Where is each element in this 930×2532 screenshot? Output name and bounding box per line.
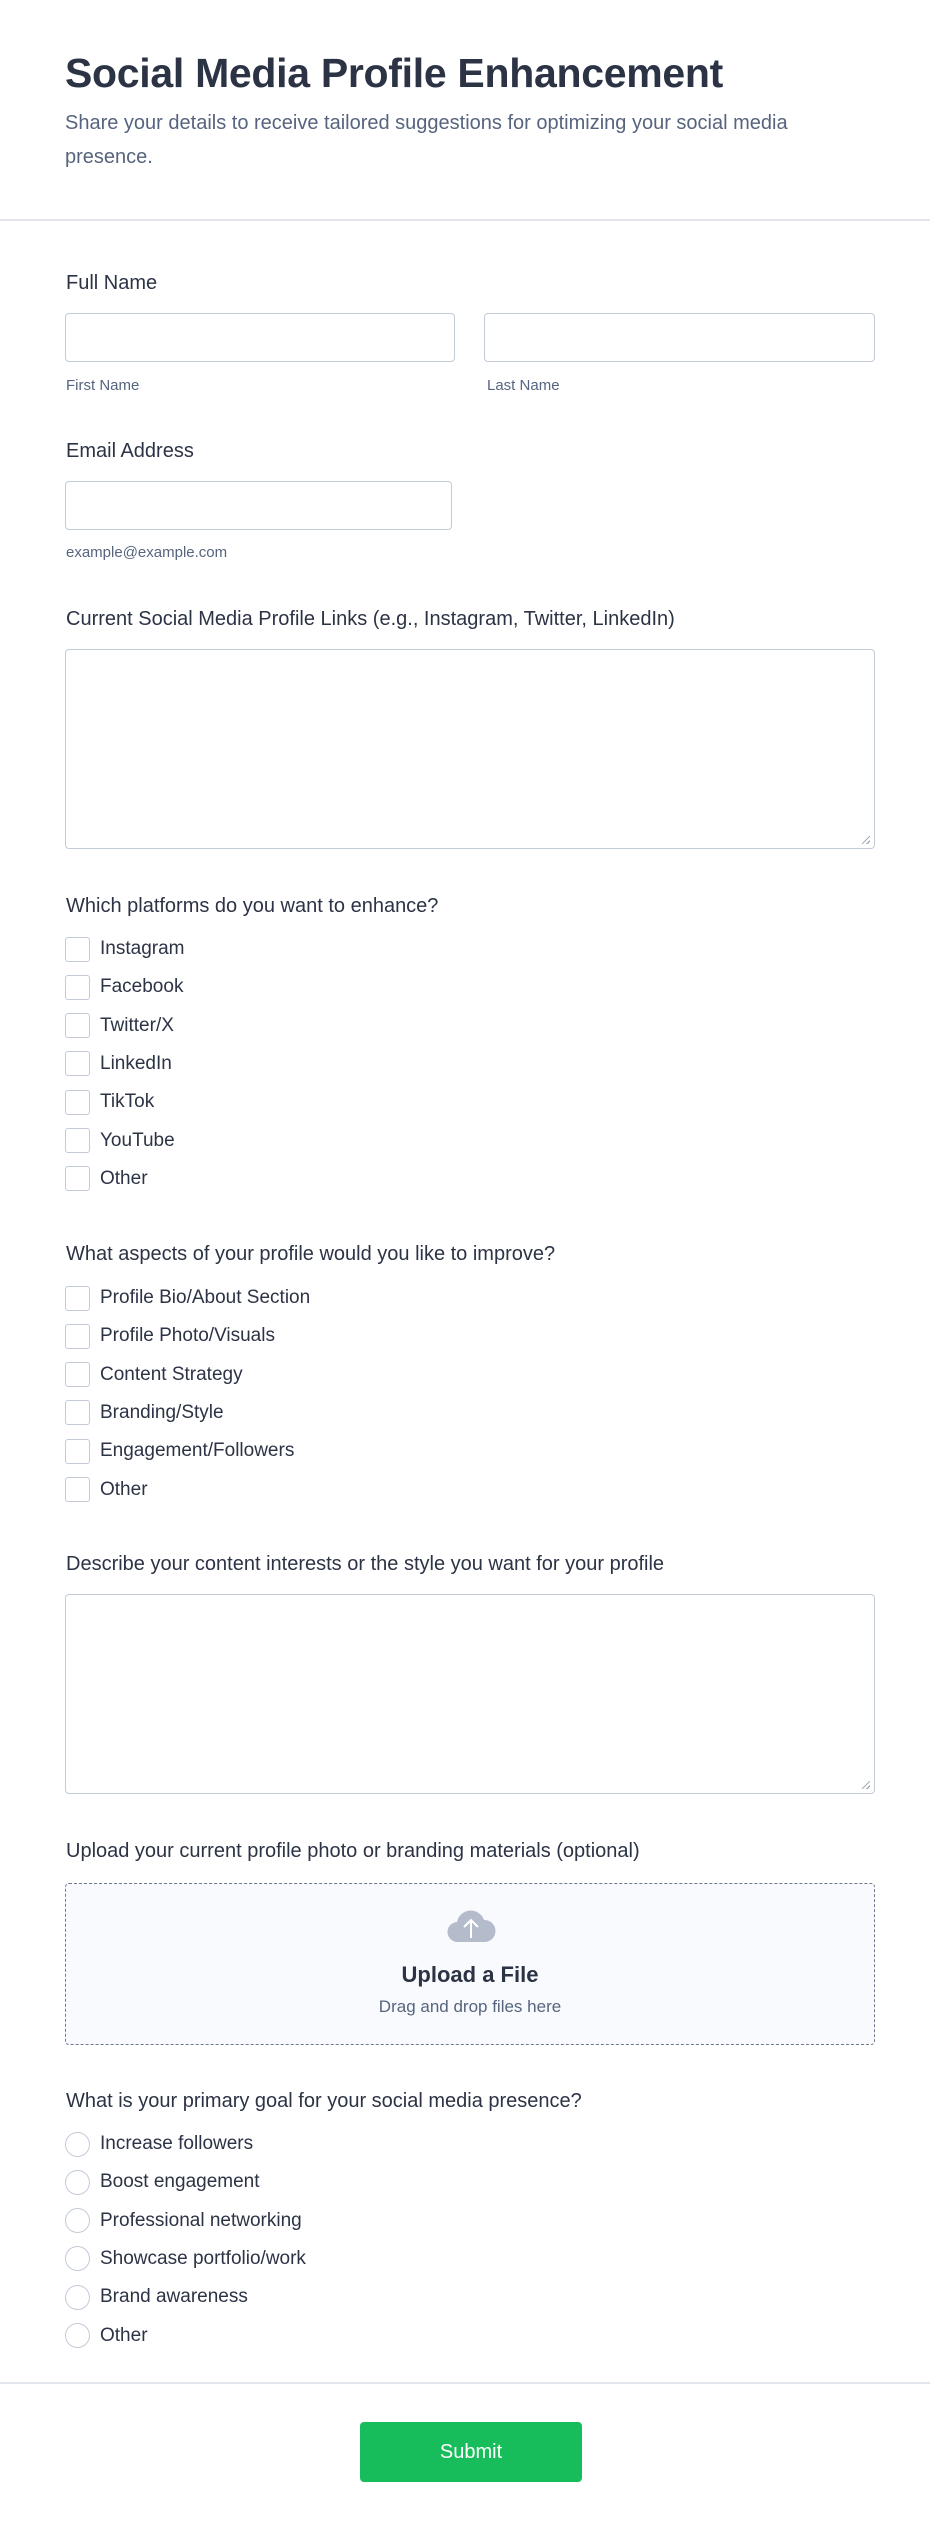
option-label: Other xyxy=(100,1478,148,1500)
aspects-option[interactable] xyxy=(65,1476,148,1504)
full-name-label: Full Name xyxy=(66,272,158,294)
option-label: Twitter/X xyxy=(100,1014,174,1036)
checkbox[interactable] xyxy=(65,1477,90,1502)
interests-label: Describe your content interests or the style you want for your profile xyxy=(66,1553,665,1575)
checkbox[interactable] xyxy=(65,1166,90,1191)
submit-button[interactable]: Submit xyxy=(360,2422,582,2482)
platforms-option[interactable] xyxy=(65,1165,148,1193)
radio-button[interactable] xyxy=(65,2323,90,2348)
checkbox[interactable] xyxy=(65,1324,90,1349)
platforms-option[interactable] xyxy=(65,1012,174,1040)
goal-option[interactable] xyxy=(65,2207,302,2235)
platforms-option[interactable] xyxy=(65,1088,154,1116)
radio-button[interactable] xyxy=(65,2208,90,2233)
goal-option[interactable] xyxy=(65,2168,260,2196)
links-label: Current Social Media Profile Links (e.g., Instagram, Twitter, LinkedIn) xyxy=(66,608,675,630)
file-dropzone[interactable] xyxy=(65,1883,875,2045)
last-name-input[interactable] xyxy=(484,313,875,362)
email-input[interactable] xyxy=(65,481,452,530)
aspects-option[interactable] xyxy=(65,1399,224,1427)
aspects-option[interactable] xyxy=(65,1322,275,1350)
option-label: YouTube xyxy=(100,1129,175,1151)
platforms-option[interactable] xyxy=(65,973,183,1001)
option-label: Content Strategy xyxy=(100,1363,243,1385)
aspects-option[interactable] xyxy=(65,1284,310,1312)
checkbox[interactable] xyxy=(65,1051,90,1076)
option-label: LinkedIn xyxy=(100,1052,172,1074)
option-label: Facebook xyxy=(100,976,184,998)
checkbox[interactable] xyxy=(65,1090,90,1115)
option-label: Professional networking xyxy=(100,2209,302,2231)
platforms-option[interactable] xyxy=(65,935,184,963)
option-label: Showcase portfolio/work xyxy=(100,2247,306,2269)
resize-handle-icon[interactable] xyxy=(862,836,870,844)
option-label: Other xyxy=(100,2324,148,2346)
option-label: TikTok xyxy=(100,1091,155,1113)
page-title: Social Media Profile Enhancement xyxy=(65,50,723,96)
first-name-hint: First Name xyxy=(66,377,140,394)
option-label: Profile Photo/Visuals xyxy=(100,1325,275,1347)
platforms-option[interactable] xyxy=(65,1050,172,1078)
page-subtitle: Share your details to receive tailored suggestions for optimizing your social media presence. xyxy=(65,112,788,168)
last-name-hint: Last Name xyxy=(487,377,560,394)
goal-label: What is your primary goal for your social media presence? xyxy=(66,2090,582,2112)
option-label: Boost engagement xyxy=(100,2171,260,2193)
upload-label: Upload your current profile photo or branding materials (optional) xyxy=(66,1840,640,1862)
aspects-option[interactable] xyxy=(65,1361,243,1389)
first-name-input[interactable] xyxy=(65,313,455,362)
email-hint: example@example.com xyxy=(66,544,228,561)
option-label: Profile Bio/About Section xyxy=(100,1287,311,1308)
header-divider xyxy=(0,219,930,221)
checkbox[interactable] xyxy=(65,1128,90,1153)
platforms-label: Which platforms do you want to enhance? xyxy=(66,895,439,917)
links-textarea[interactable] xyxy=(65,649,875,849)
option-label: Increase followers xyxy=(100,2133,254,2154)
checkbox[interactable] xyxy=(65,1362,90,1387)
checkbox[interactable] xyxy=(65,1439,90,1464)
radio-button[interactable] xyxy=(65,2170,90,2195)
radio-button[interactable] xyxy=(65,2246,90,2271)
option-label: Instagram xyxy=(100,938,185,959)
goal-option[interactable] xyxy=(65,2245,306,2273)
option-label: Brand awareness xyxy=(100,2286,248,2308)
resize-handle-icon[interactable] xyxy=(862,1781,870,1789)
checkbox[interactable] xyxy=(65,975,90,1000)
aspects-option[interactable] xyxy=(65,1437,294,1465)
checkbox[interactable] xyxy=(65,1013,90,1038)
email-label: Email Address xyxy=(66,440,194,462)
interests-textarea[interactable] xyxy=(65,1594,875,1794)
option-label: Other xyxy=(100,1167,148,1189)
checkbox[interactable] xyxy=(65,937,90,962)
upload-hint: Drag and drop files here xyxy=(378,1997,562,2016)
radio-button[interactable] xyxy=(65,2285,90,2310)
radio-button[interactable] xyxy=(65,2132,90,2157)
option-label: Engagement/Followers xyxy=(100,1440,295,1462)
option-label: Branding/Style xyxy=(100,1401,224,1423)
goal-option[interactable] xyxy=(65,2283,248,2311)
goal-option[interactable] xyxy=(65,2322,148,2350)
aspects-label: What aspects of your profile would you like to improve? xyxy=(66,1243,556,1265)
goal-option[interactable] xyxy=(65,2130,253,2158)
checkbox[interactable] xyxy=(65,1400,90,1425)
platforms-option[interactable] xyxy=(65,1127,175,1155)
checkbox[interactable] xyxy=(65,1286,90,1311)
cloud-upload-icon xyxy=(446,1906,496,1946)
footer-divider xyxy=(0,2382,930,2384)
upload-title: Upload a File xyxy=(401,1962,539,1987)
